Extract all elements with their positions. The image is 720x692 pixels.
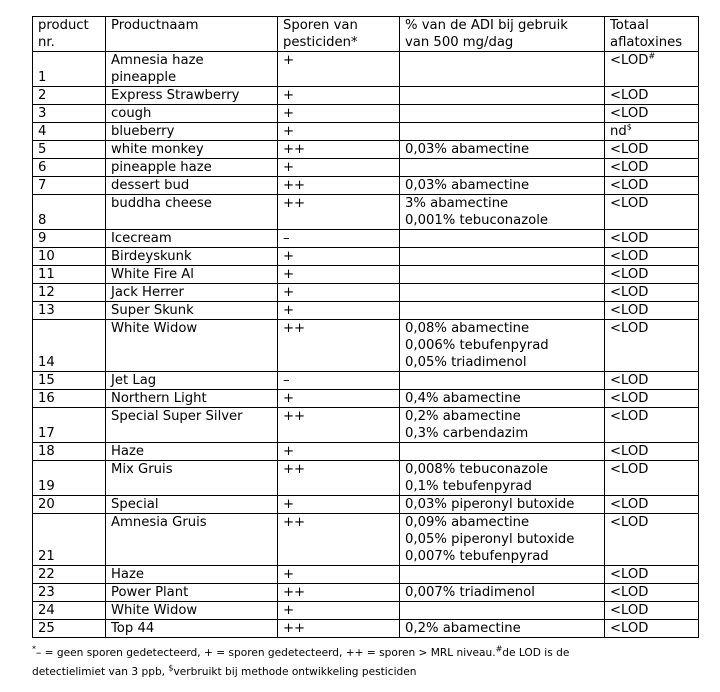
adi-line: 0,4% abamectine — [405, 391, 521, 406]
aflatoxine-footnote-mark: $ — [626, 122, 632, 132]
cell-product-nr: 4 — [33, 123, 106, 141]
productnaam-line: Top 44 — [111, 621, 155, 636]
cell-adi — [400, 195, 605, 230]
table-row — [33, 159, 699, 177]
cell-aflatoxines — [605, 52, 699, 87]
cell-adi — [400, 566, 605, 584]
table-row — [33, 52, 699, 87]
table-row — [33, 123, 699, 141]
cell-product-nr: 1 — [33, 52, 106, 87]
footnote-line-2: detectielimiet van 3 ppb, $verbruikt bij methode ontwikkeling pesticiden — [32, 663, 417, 678]
productnaam-line: Amnesia haze — [111, 53, 204, 68]
productnaam-line: Northern Light — [111, 391, 207, 406]
cell-aflatoxines — [605, 248, 699, 266]
productnaam-line: Jet Lag — [111, 373, 157, 388]
cell-aflatoxines — [605, 177, 699, 195]
cell-adi — [400, 620, 605, 638]
cell-adi — [400, 302, 605, 320]
cell-aflatoxines — [605, 320, 699, 372]
cell-product-nr: 12 — [33, 284, 106, 302]
cell-product-nr: 23 — [33, 584, 106, 602]
cell-product-nr: 14 — [33, 320, 106, 372]
adi-line: 0,08% abamectine — [405, 321, 530, 336]
table-row — [33, 390, 699, 408]
cell-adi — [400, 230, 605, 248]
cell-productnaam — [106, 284, 278, 302]
header-productnaam: Productnaam — [106, 17, 278, 52]
productnaam-line: Super Skunk — [111, 303, 194, 318]
productnaam-line: cough — [111, 106, 152, 121]
cell-sporen: – — [278, 372, 400, 390]
cell-sporen: + — [278, 602, 400, 620]
table-row — [33, 302, 699, 320]
aflatoxine-value: <LOD — [610, 249, 649, 264]
productnaam-line: Icecream — [111, 231, 172, 246]
cell-productnaam — [106, 443, 278, 461]
cell-adi — [400, 320, 605, 372]
cell-sporen: + — [278, 496, 400, 514]
table-row — [33, 248, 699, 266]
table-row — [33, 266, 699, 284]
cell-product-nr: 17 — [33, 408, 106, 443]
adi-line: 0,03% piperonyl butoxide — [405, 497, 575, 512]
cell-adi — [400, 408, 605, 443]
cell-sporen: ++ — [278, 584, 400, 602]
cell-aflatoxines — [605, 87, 699, 105]
cell-adi — [400, 87, 605, 105]
cell-product-nr: 21 — [33, 514, 106, 566]
cell-product-nr: 22 — [33, 566, 106, 584]
cell-adi — [400, 123, 605, 141]
cell-adi — [400, 514, 605, 566]
aflatoxine-value: <LOD — [610, 142, 649, 157]
aflatoxine-value: <LOD — [610, 462, 649, 477]
cell-aflatoxines — [605, 159, 699, 177]
cell-adi — [400, 443, 605, 461]
results-table — [32, 16, 699, 638]
table-row — [33, 87, 699, 105]
productnaam-line: Birdeyskunk — [111, 249, 192, 264]
cell-aflatoxines — [605, 514, 699, 566]
productnaam-line: white monkey — [111, 142, 204, 157]
cell-adi — [400, 52, 605, 87]
productnaam-line: Special — [111, 497, 159, 512]
adi-line: 0,2% abamectine — [405, 409, 521, 424]
aflatoxine-value: <LOD — [610, 603, 649, 618]
cell-adi — [400, 584, 605, 602]
cell-product-nr: 19 — [33, 461, 106, 496]
cell-adi — [400, 105, 605, 123]
cell-sporen: + — [278, 248, 400, 266]
adi-line: 3% abamectine — [405, 196, 509, 211]
aflatoxine-value: <LOD — [610, 285, 649, 300]
productnaam-line: Haze — [111, 567, 145, 582]
table-row — [33, 496, 699, 514]
productnaam-line: Power Plant — [111, 585, 189, 600]
cell-productnaam — [106, 123, 278, 141]
cell-productnaam — [106, 320, 278, 372]
cell-sporen: + — [278, 123, 400, 141]
cell-product-nr: 11 — [33, 266, 106, 284]
productnaam-line: White Fire Al — [111, 267, 194, 282]
cell-product-nr: 8 — [33, 195, 106, 230]
footnote-line-1: *– = geen sporen gedetecteerd, + = sporen gedetecteerd, ++ = sporen > MRL niveau.#de LOD is de — [32, 644, 570, 659]
table-row — [33, 584, 699, 602]
productnaam-line: White Widow — [111, 321, 198, 336]
cell-aflatoxines — [605, 496, 699, 514]
adi-line: 0,2% abamectine — [405, 621, 521, 636]
cell-adi — [400, 284, 605, 302]
productnaam-line: Amnesia Gruis — [111, 515, 207, 530]
adi-line: 0,05% triadimenol — [405, 355, 527, 370]
header-aflatoxines: Totaal aflatoxines — [605, 17, 699, 52]
cell-product-nr: 6 — [33, 159, 106, 177]
adi-line: 0,008% tebuconazole — [405, 462, 549, 477]
cell-aflatoxines — [605, 372, 699, 390]
cell-productnaam — [106, 141, 278, 159]
productnaam-line: Haze — [111, 444, 145, 459]
productnaam-line: pineapple haze — [111, 160, 212, 175]
adi-line: 0,1% tebufenpyrad — [405, 479, 532, 494]
adi-line: 0,09% abamectine — [405, 515, 530, 530]
aflatoxine-value: <LOD — [610, 497, 649, 512]
cell-sporen: ++ — [278, 320, 400, 372]
cell-adi — [400, 372, 605, 390]
cell-sporen: + — [278, 266, 400, 284]
aflatoxine-value: <LOD — [610, 373, 649, 388]
cell-productnaam — [106, 372, 278, 390]
cell-product-nr: 7 — [33, 177, 106, 195]
aflatoxine-value: nd — [610, 124, 627, 139]
adi-line: 0,03% abamectine — [405, 178, 530, 193]
header-product-nr: product nr. — [33, 17, 106, 52]
cell-productnaam — [106, 87, 278, 105]
cell-adi — [400, 248, 605, 266]
adi-line: 0,05% piperonyl butoxide — [405, 532, 575, 547]
cell-aflatoxines — [605, 443, 699, 461]
table-row — [33, 461, 699, 496]
cell-adi — [400, 177, 605, 195]
cell-adi — [400, 496, 605, 514]
aflatoxine-value: <LOD — [610, 409, 649, 424]
cell-sporen: + — [278, 105, 400, 123]
productnaam-line: blueberry — [111, 124, 175, 139]
adi-line: 0,006% tebufenpyrad — [405, 338, 549, 353]
adi-line: 0,3% carbendazim — [405, 426, 529, 441]
aflatoxine-value: <LOD — [610, 231, 649, 246]
cell-productnaam — [106, 195, 278, 230]
productnaam-line: Mix Gruis — [111, 462, 173, 477]
table-row — [33, 514, 699, 566]
cell-product-nr: 13 — [33, 302, 106, 320]
aflatoxine-value: <LOD — [610, 196, 649, 211]
productnaam-line: White Widow — [111, 603, 198, 618]
productnaam-line: Special Super Silver — [111, 409, 243, 424]
table-row — [33, 602, 699, 620]
adi-line: 0,001% tebuconazole — [405, 213, 549, 228]
cell-sporen: + — [278, 284, 400, 302]
table-row — [33, 443, 699, 461]
productnaam-line: pineapple — [111, 70, 177, 85]
cell-adi — [400, 266, 605, 284]
cell-productnaam — [106, 461, 278, 496]
cell-sporen: + — [278, 52, 400, 87]
cell-sporen: + — [278, 87, 400, 105]
table-row — [33, 230, 699, 248]
cell-product-nr: 24 — [33, 602, 106, 620]
table-body — [33, 52, 699, 638]
cell-productnaam — [106, 105, 278, 123]
cell-productnaam — [106, 230, 278, 248]
cell-sporen: – — [278, 230, 400, 248]
header-row — [33, 17, 699, 52]
cell-productnaam — [106, 584, 278, 602]
cell-sporen: ++ — [278, 461, 400, 496]
cell-productnaam — [106, 602, 278, 620]
table-row — [33, 141, 699, 159]
cell-product-nr: 18 — [33, 443, 106, 461]
table-row — [33, 320, 699, 372]
cell-aflatoxines — [605, 584, 699, 602]
adi-line: 0,007% triadimenol — [405, 585, 535, 600]
aflatoxine-value: <LOD — [610, 160, 649, 175]
cell-aflatoxines — [605, 123, 699, 141]
productnaam-line: Jack Herrer — [111, 285, 184, 300]
cell-aflatoxines — [605, 620, 699, 638]
cell-productnaam — [106, 620, 278, 638]
cell-productnaam — [106, 566, 278, 584]
productnaam-line: dessert bud — [111, 178, 190, 193]
cell-sporen: ++ — [278, 408, 400, 443]
cell-productnaam — [106, 514, 278, 566]
cell-sporen: ++ — [278, 177, 400, 195]
cell-product-nr: 20 — [33, 496, 106, 514]
cell-product-nr: 9 — [33, 230, 106, 248]
header-adi: % van de ADI bij gebruik van 500 mg/dag — [400, 17, 605, 52]
cell-adi — [400, 390, 605, 408]
table-row — [33, 566, 699, 584]
cell-adi — [400, 461, 605, 496]
aflatoxine-value: <LOD — [610, 444, 649, 459]
table-row — [33, 284, 699, 302]
cell-sporen: + — [278, 443, 400, 461]
cell-product-nr: 15 — [33, 372, 106, 390]
cell-sporen: ++ — [278, 514, 400, 566]
cell-aflatoxines — [605, 408, 699, 443]
cell-sporen: + — [278, 159, 400, 177]
aflatoxine-value: <LOD — [610, 106, 649, 121]
cell-product-nr: 25 — [33, 620, 106, 638]
aflatoxine-value: <LOD — [610, 267, 649, 282]
cell-productnaam — [106, 266, 278, 284]
cell-product-nr: 2 — [33, 87, 106, 105]
cell-adi — [400, 141, 605, 159]
header-sporen: Sporen van pesticiden* — [278, 17, 400, 52]
cell-aflatoxines — [605, 302, 699, 320]
cell-productnaam — [106, 496, 278, 514]
cell-productnaam — [106, 390, 278, 408]
cell-adi — [400, 602, 605, 620]
aflatoxine-value: <LOD — [610, 567, 649, 582]
cell-product-nr: 16 — [33, 390, 106, 408]
aflatoxine-value: <LOD — [610, 585, 649, 600]
productnaam-line: Express Strawberry — [111, 88, 240, 103]
cell-sporen: ++ — [278, 195, 400, 230]
cell-aflatoxines — [605, 602, 699, 620]
cell-productnaam — [106, 248, 278, 266]
aflatoxine-value: <LOD — [610, 515, 649, 530]
cell-sporen: + — [278, 302, 400, 320]
document-page — [32, 16, 698, 682]
adi-line: 0,03% abamectine — [405, 142, 530, 157]
cell-product-nr: 5 — [33, 141, 106, 159]
cell-sporen: ++ — [278, 141, 400, 159]
table-row — [33, 105, 699, 123]
cell-adi — [400, 159, 605, 177]
aflatoxine-value: <LOD — [610, 88, 649, 103]
cell-productnaam — [106, 52, 278, 87]
aflatoxine-value: <LOD — [610, 621, 649, 636]
cell-productnaam — [106, 408, 278, 443]
cell-sporen: + — [278, 566, 400, 584]
cell-sporen: + — [278, 390, 400, 408]
cell-aflatoxines — [605, 105, 699, 123]
cell-aflatoxines — [605, 461, 699, 496]
aflatoxine-value: <LOD — [610, 303, 649, 318]
cell-aflatoxines — [605, 230, 699, 248]
aflatoxine-value: <LOD — [610, 178, 649, 193]
adi-line: 0,007% tebufenpyrad — [405, 549, 549, 564]
cell-sporen: ++ — [278, 620, 400, 638]
productnaam-line: buddha cheese — [111, 196, 212, 211]
table-row — [33, 195, 699, 230]
cell-aflatoxines — [605, 266, 699, 284]
table-row — [33, 177, 699, 195]
table-row — [33, 372, 699, 390]
aflatoxine-value: <LOD — [610, 391, 649, 406]
aflatoxine-value: <LOD — [610, 53, 649, 68]
cell-productnaam — [106, 177, 278, 195]
aflatoxine-footnote-mark: # — [648, 51, 656, 61]
table-row — [33, 408, 699, 443]
cell-product-nr: 3 — [33, 105, 106, 123]
footnote — [32, 644, 698, 682]
aflatoxine-value: <LOD — [610, 321, 649, 336]
cell-aflatoxines — [605, 284, 699, 302]
cell-aflatoxines — [605, 566, 699, 584]
cell-aflatoxines — [605, 390, 699, 408]
cell-product-nr: 10 — [33, 248, 106, 266]
cell-aflatoxines — [605, 141, 699, 159]
cell-productnaam — [106, 159, 278, 177]
cell-productnaam — [106, 302, 278, 320]
table-row — [33, 620, 699, 638]
cell-aflatoxines — [605, 195, 699, 230]
